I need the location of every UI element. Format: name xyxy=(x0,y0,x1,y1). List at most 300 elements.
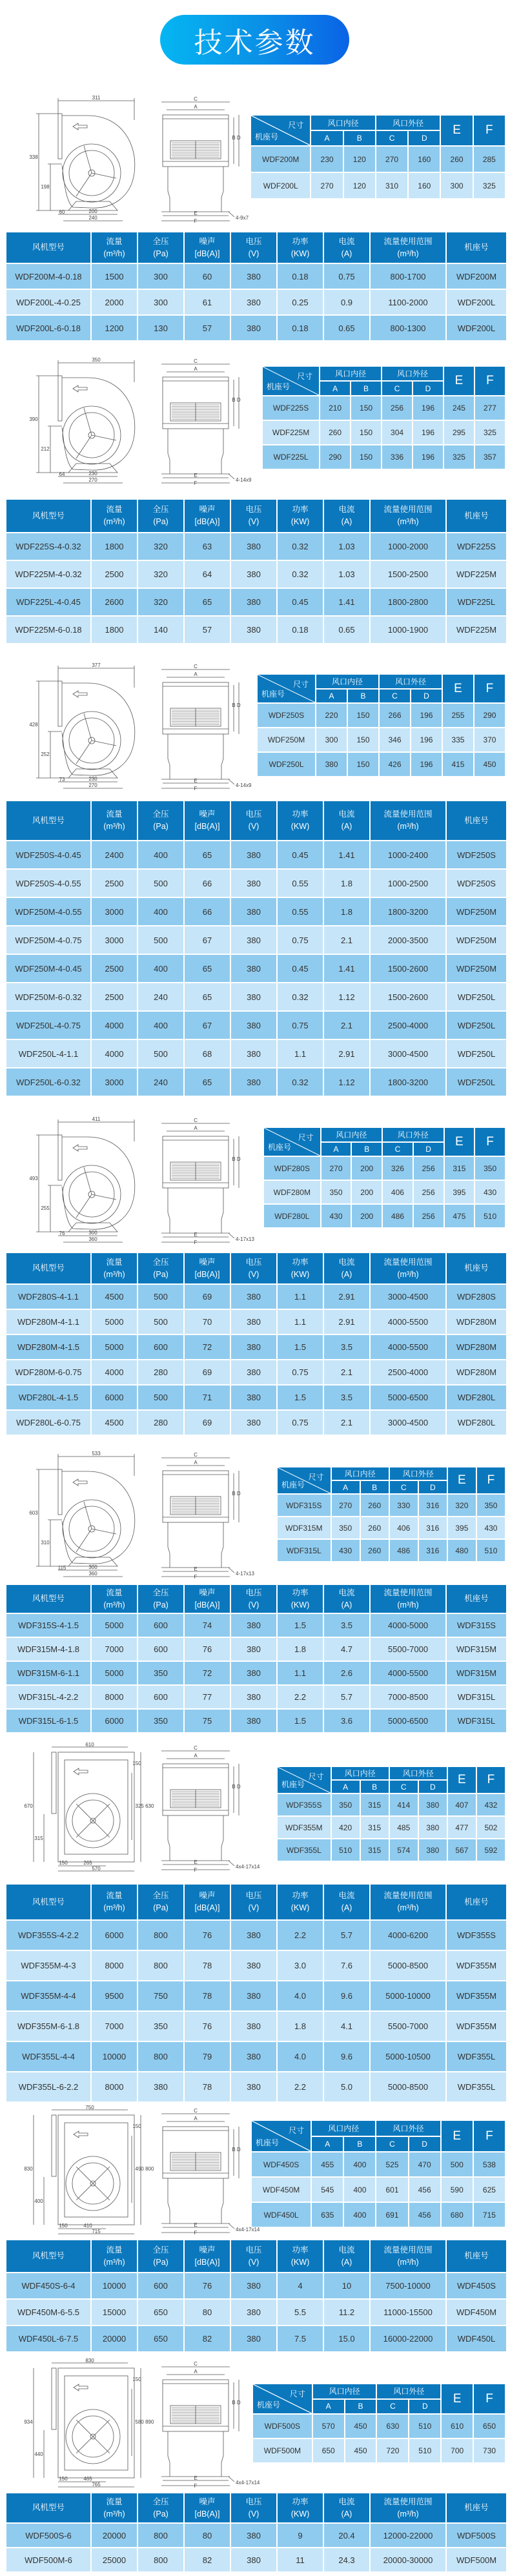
perf-column-header xyxy=(6,2493,90,2522)
header-unit: (m³/h) xyxy=(397,2509,419,2519)
perf-column-header xyxy=(138,232,183,263)
header-label: 电压 xyxy=(245,810,262,819)
fan-model-cell: WDF315S-4-1.5 xyxy=(6,1614,90,1637)
spec-cell: WDF200M xyxy=(447,264,506,289)
spec-cell: 600 xyxy=(138,1614,183,1637)
spec-cell: 2.2 xyxy=(278,2072,323,2101)
side-view xyxy=(161,2367,239,2486)
header-label: 全压 xyxy=(152,1588,169,1597)
fan-model-cell: WDF315M-4-1.8 xyxy=(6,1638,90,1661)
corner-header xyxy=(258,675,315,702)
dimension-cell: 430 xyxy=(477,1517,505,1538)
base-model-cell: WDF225M xyxy=(263,421,319,444)
spec-cell: 5000 xyxy=(92,1310,137,1334)
spec-cell: 5.7 xyxy=(324,1921,369,1950)
table-row xyxy=(6,264,506,289)
spec-cell: 380 xyxy=(231,1385,276,1409)
fan-model-cell: WDF250S-4-0.45 xyxy=(6,841,90,868)
dimension-label: 212 xyxy=(41,446,50,452)
header-label: 噪声 xyxy=(199,505,216,515)
spec-cell: 380 xyxy=(231,1921,276,1950)
dimension-cell: 316 xyxy=(419,1495,447,1516)
dimension-cell: 245 xyxy=(444,396,474,420)
spec-cell: 400 xyxy=(138,1012,183,1039)
table-row xyxy=(251,147,505,172)
perf-column-header xyxy=(92,1885,137,1919)
table-row xyxy=(6,1614,506,1637)
table-row xyxy=(278,1839,505,1861)
base-model-cell: WDF450M xyxy=(252,2178,311,2202)
front-view-box-housing xyxy=(34,2110,141,2234)
mounting-holes-label: 4x4-17x14 xyxy=(236,1864,260,1870)
spec-cell: 1.12 xyxy=(324,983,369,1010)
size-label: 尺寸 xyxy=(298,1133,314,1142)
dimension-cell: 310 xyxy=(376,173,407,198)
spec-cell: 2500 xyxy=(92,870,137,897)
header-label: 风机型号 xyxy=(32,1897,65,1906)
dimension-label: 338 xyxy=(29,154,38,160)
perf-column-header xyxy=(231,1253,276,1283)
dimension-cell: 316 xyxy=(419,1540,447,1561)
dimension-cell: 230 xyxy=(311,147,342,172)
spec-cell: 4.1 xyxy=(324,2012,369,2041)
table-row xyxy=(6,561,506,588)
perf-column-header xyxy=(92,2240,137,2272)
table-row xyxy=(6,290,506,314)
dimension-cell: 400 xyxy=(344,2178,375,2202)
spec-cell: 82 xyxy=(185,2548,230,2571)
spec-cell: WDF250M xyxy=(447,926,506,954)
header-unit: [dB(A)] xyxy=(194,1600,220,1610)
perf-column-header xyxy=(231,232,276,263)
header-unit: (KW) xyxy=(291,1269,310,1279)
col-d-header: D xyxy=(409,2137,440,2152)
header-unit: [dB(A)] xyxy=(194,822,220,831)
col-d-header: D xyxy=(419,1781,447,1793)
spec-cell: 500 xyxy=(138,1385,183,1409)
spec-cell: 2.91 xyxy=(324,1310,369,1334)
fan-dimension-drawing xyxy=(12,1742,260,1873)
dimension-label: 300 xyxy=(88,1230,97,1236)
inner-diameter-header: 风口内径 xyxy=(313,2384,376,2398)
spec-cell: WDF250L xyxy=(447,983,506,1010)
spec-cell: 380 xyxy=(231,841,276,868)
fan-dimension-drawing xyxy=(12,1450,257,1579)
fan-model-cell: WDF355M-4-4 xyxy=(6,1981,90,2010)
header-label: 噪声 xyxy=(199,2497,216,2506)
header-label: 电流 xyxy=(338,1588,355,1597)
spec-cell: 650 xyxy=(138,2300,183,2325)
perf-column-header xyxy=(185,2493,230,2522)
col-f-header: F xyxy=(475,1128,505,1156)
table-row xyxy=(6,1385,506,1409)
spec-cell: 380 xyxy=(231,1310,276,1334)
spec-cell: 68 xyxy=(185,1040,230,1067)
spec-cell: 800-1300 xyxy=(371,316,445,340)
header-label: 流量使用范围 xyxy=(383,1588,433,1597)
dimension-cell: 502 xyxy=(477,1817,505,1838)
dimension-cell: 295 xyxy=(444,421,474,444)
table-row xyxy=(6,2524,506,2547)
spec-cell: 600 xyxy=(138,1686,183,1708)
header-label: 电流 xyxy=(338,1257,355,1267)
header-label: 流量使用范围 xyxy=(383,1891,433,1901)
base-model-cell: WDF200L xyxy=(251,173,310,198)
header-label: 风机型号 xyxy=(32,1594,65,1604)
spec-cell: 380 xyxy=(231,2072,276,2101)
base-label: 机座号 xyxy=(268,1143,292,1152)
header-unit: (A) xyxy=(341,517,352,526)
header-unit: (Pa) xyxy=(153,249,168,258)
spec-cell: 300 xyxy=(138,264,183,289)
table-row xyxy=(6,2273,506,2298)
table-row xyxy=(6,1335,506,1359)
dimension-cell: 304 xyxy=(382,421,412,444)
spec-cell: 380 xyxy=(231,533,276,560)
table-row xyxy=(263,421,505,444)
dimension-table xyxy=(263,1127,506,1229)
dimension-cell: 380 xyxy=(419,1794,447,1815)
header-unit: (KW) xyxy=(291,2509,310,2519)
dimension-label: 360 xyxy=(88,1236,97,1242)
dimension-cell: 590 xyxy=(442,2178,473,2202)
performance-table xyxy=(5,1252,507,1436)
dimension-cell: 266 xyxy=(380,704,410,727)
spec-cell: 380 xyxy=(231,955,276,982)
front-view-scroll-housing xyxy=(36,1454,135,1577)
dimension-label: B D xyxy=(232,2400,241,2406)
dimension-cell: 260 xyxy=(361,1495,389,1516)
dimension-label: 310 xyxy=(41,1540,50,1546)
dimension-label: B D xyxy=(232,1784,241,1790)
spec-cell: 64 xyxy=(185,561,230,588)
spec-cell: 1000-2400 xyxy=(371,841,445,868)
spec-cell: 15000 xyxy=(92,2300,137,2325)
header-unit: (A) xyxy=(341,2509,352,2519)
dimension-cell: 120 xyxy=(344,147,375,172)
header-label: 噪声 xyxy=(199,2245,216,2254)
spec-cell: 3.6 xyxy=(324,1710,369,1732)
header-label: 风机型号 xyxy=(32,2251,65,2261)
spec-cell: WDF250M xyxy=(447,955,506,982)
spec-cell: 15.0 xyxy=(324,2326,369,2351)
spec-cell: 11.2 xyxy=(324,2300,369,2325)
perf-column-header xyxy=(231,801,276,840)
dimension-cell: 400 xyxy=(344,2203,375,2227)
header-unit: (Pa) xyxy=(153,1600,168,1610)
base-model-cell: WDF450L xyxy=(252,2203,311,2227)
table-row xyxy=(6,617,506,643)
dimension-cell: 350 xyxy=(477,1495,505,1516)
col-a-header: A xyxy=(320,382,350,395)
spec-cell: WDF280L xyxy=(447,1411,506,1435)
dimension-cell: 691 xyxy=(376,2203,407,2227)
perf-column-header xyxy=(324,2493,369,2522)
performance-table xyxy=(5,231,507,342)
header-label: 机座号 xyxy=(464,1594,489,1604)
performance-table xyxy=(5,800,507,1097)
col-e-header: E xyxy=(448,1467,476,1493)
perf-column-header xyxy=(92,1585,137,1613)
header-label: 流量 xyxy=(106,1588,123,1597)
spec-cell: 0.25 xyxy=(278,290,323,314)
header-label: 功率 xyxy=(292,1891,309,1901)
col-b-header: B xyxy=(344,2137,375,2152)
dimension-cell: 432 xyxy=(477,1794,505,1815)
spec-cell: 77 xyxy=(185,1686,230,1708)
header-unit: (V) xyxy=(248,1903,260,1912)
dimension-cell: 510 xyxy=(409,2439,440,2462)
perf-column-header xyxy=(371,2493,445,2522)
front-view-scroll-housing xyxy=(36,666,135,788)
spec-cell: 20000-30000 xyxy=(371,2548,445,2571)
header-label: 噪声 xyxy=(199,236,216,246)
spec-cell: 74 xyxy=(185,1614,230,1637)
size-label: 尺寸 xyxy=(308,1772,324,1781)
spec-cell: 2.1 xyxy=(324,926,369,954)
spec-cell: 380 xyxy=(231,1981,276,2010)
spec-cell: 1000-2500 xyxy=(371,870,445,897)
fan-dimension-drawing xyxy=(12,356,257,486)
perf-column-header xyxy=(278,1585,323,1613)
table-row xyxy=(6,955,506,982)
spec-cell: 380 xyxy=(231,290,276,314)
dimension-cell: 430 xyxy=(321,1205,351,1227)
size-label: 尺寸 xyxy=(308,1473,324,1482)
dimension-label: 150 xyxy=(132,1761,141,1766)
header-unit: (m³/h) xyxy=(397,249,419,258)
table-row xyxy=(278,1794,505,1815)
spec-cell: 5000 xyxy=(92,1662,137,1684)
spec-cell: WDF355S xyxy=(447,1921,506,1950)
dimension-cell: 256 xyxy=(414,1157,444,1180)
dimension-cell: 357 xyxy=(475,445,505,469)
spec-cell: WDF355L xyxy=(447,2072,506,2101)
header-unit: (m³/h) xyxy=(103,249,125,258)
inner-diameter-header: 风口内径 xyxy=(311,116,375,130)
spec-cell: 380 xyxy=(231,2042,276,2071)
corner-header xyxy=(252,2121,311,2151)
dimension-cell: 574 xyxy=(390,1839,418,1861)
spec-cell: 5000-6500 xyxy=(371,1710,445,1732)
outer-diameter-header: 风口外径 xyxy=(376,116,440,130)
header-unit: (m³/h) xyxy=(103,822,125,831)
header-unit: [dB(A)] xyxy=(194,517,220,526)
perf-column-header xyxy=(231,1585,276,1613)
dimension-cell: 380 xyxy=(419,1817,447,1838)
spec-cell: 380 xyxy=(231,1638,276,1661)
table-row xyxy=(6,926,506,954)
dimension-cell: 450 xyxy=(474,753,505,776)
spec-cell: 69 xyxy=(185,1360,230,1384)
front-view-box-housing xyxy=(34,2363,141,2487)
dimension-cell: 450 xyxy=(345,2415,376,2438)
table-row xyxy=(278,1517,505,1538)
dimension-cell: 326 xyxy=(383,1157,413,1180)
spec-cell: 750 xyxy=(138,1981,183,2010)
dimension-label: 411 xyxy=(92,1116,101,1122)
dimension-label: 73 xyxy=(59,777,65,782)
spec-cell: WDF280M xyxy=(447,1335,506,1359)
dimension-label: 830 xyxy=(85,2358,94,2364)
perf-column-header xyxy=(138,1585,183,1613)
header-unit: (V) xyxy=(248,822,260,831)
dimension-label: 400 xyxy=(34,2198,43,2204)
dimension-cell: 715 xyxy=(474,2203,505,2227)
spec-cell: 0.18 xyxy=(278,617,323,643)
spec-cell: WDF200L xyxy=(447,316,506,340)
side-view xyxy=(161,1458,239,1577)
header-label: 流量 xyxy=(106,1257,123,1267)
dimension-cell: 150 xyxy=(351,445,381,469)
side-view xyxy=(161,364,239,483)
spec-cell: 4500 xyxy=(92,1411,137,1435)
header-label: 风机型号 xyxy=(32,511,65,520)
spec-cell: 400 xyxy=(138,955,183,982)
fan-model-cell: WDF355M-6-1.8 xyxy=(6,2012,90,2041)
spec-cell: 350 xyxy=(138,2012,183,2041)
header-label: 电压 xyxy=(245,236,262,246)
spec-cell: WDF225M xyxy=(447,617,506,643)
spec-cell: 380 xyxy=(231,2012,276,2041)
spec-cell: 66 xyxy=(185,870,230,897)
spec-cell: 6000 xyxy=(92,1921,137,1950)
dimension-cell: 196 xyxy=(413,396,443,420)
spec-cell: 20000 xyxy=(92,2524,137,2547)
spec-cell: 380 xyxy=(231,316,276,340)
col-d-header: D xyxy=(409,2400,440,2414)
header-unit: (m³/h) xyxy=(397,517,419,526)
base-label: 机座号 xyxy=(281,1780,305,1789)
dimension-cell: 486 xyxy=(390,1540,418,1561)
dimension-label: 580 890 xyxy=(135,2419,154,2425)
dimension-label: 350 xyxy=(92,357,101,363)
dimension-cell: 545 xyxy=(312,2178,343,2202)
header-label: 机座号 xyxy=(464,815,489,825)
dimension-cell: 420 xyxy=(332,1817,360,1838)
spec-cell: 8000 xyxy=(92,1951,137,1980)
dimension-label: A xyxy=(194,671,198,677)
dimension-label: 240 xyxy=(88,215,97,221)
spec-cell: 20.4 xyxy=(324,2524,369,2547)
spec-cell: 240 xyxy=(138,983,183,1010)
spec-cell: 1.8 xyxy=(278,1638,323,1661)
fan-model-cell: WDF280S-4-1.1 xyxy=(6,1285,90,1309)
spec-cell: 6000 xyxy=(92,1710,137,1732)
dimension-table xyxy=(261,365,506,470)
header-unit: (A) xyxy=(341,1903,352,1912)
table-row xyxy=(6,1710,506,1732)
spec-cell: 1100-2000 xyxy=(371,290,445,314)
header-label: 电流 xyxy=(338,2497,355,2506)
header-label: 机座号 xyxy=(464,2503,489,2513)
dimension-cell: 300 xyxy=(316,728,347,751)
col-c-header: C xyxy=(383,1143,413,1156)
table-row xyxy=(264,1157,505,1180)
dimension-cell: 486 xyxy=(383,1205,413,1227)
spec-cell: 1.5 xyxy=(278,1614,323,1637)
dimension-cell: 200 xyxy=(352,1157,382,1180)
dimension-cell: 150 xyxy=(348,753,378,776)
dimension-label: E xyxy=(194,1859,198,1865)
col-a-header: A xyxy=(321,1143,351,1156)
mounting-holes-label: 4-14x9 xyxy=(236,477,252,483)
spec-cell: 20000 xyxy=(92,2326,137,2351)
dimension-cell: 415 xyxy=(443,753,473,776)
perf-column-header xyxy=(92,232,137,263)
size-label: 尺寸 xyxy=(297,372,313,381)
spec-cell: WDF250L xyxy=(447,1068,506,1096)
dimension-cell: 256 xyxy=(382,396,412,420)
spec-cell: 5000-8500 xyxy=(371,1951,445,1980)
perf-column-header xyxy=(278,500,323,532)
spec-cell: 9500 xyxy=(92,1981,137,2010)
perf-column-header xyxy=(6,1253,90,1283)
spec-cell: 380 xyxy=(231,2524,276,2547)
dimension-label: E xyxy=(194,1566,198,1572)
dimension-label: E xyxy=(194,473,198,478)
base-label: 机座号 xyxy=(267,382,291,391)
col-b-header: B xyxy=(361,1481,389,1493)
fan-model-cell: WDF225L-4-0.45 xyxy=(6,589,90,615)
dimension-cell: 470 xyxy=(409,2152,440,2176)
spec-cell: 65 xyxy=(185,1068,230,1096)
side-view xyxy=(161,2114,239,2233)
table-row xyxy=(6,870,506,897)
header-label: 流量使用范围 xyxy=(383,810,433,819)
col-f-header: F xyxy=(474,2121,505,2151)
spec-cell: 0.45 xyxy=(278,955,323,982)
spec-cell: 5000-10500 xyxy=(371,2042,445,2071)
fan-model-cell: WDF500S-6 xyxy=(6,2524,90,2547)
spec-cell: 4000-5000 xyxy=(371,1614,445,1637)
spec-cell: 1800-3200 xyxy=(371,1068,445,1096)
table-row xyxy=(6,1068,506,1096)
header-label: 噪声 xyxy=(199,1588,216,1597)
header-label: 流量使用范围 xyxy=(383,2497,433,2506)
dimension-label: 265 xyxy=(83,1860,92,1866)
perf-column-header xyxy=(231,1885,276,1919)
dimension-cell: 260 xyxy=(441,147,472,172)
header-label: 流量使用范围 xyxy=(383,2245,433,2254)
col-e-header: E xyxy=(442,2121,473,2151)
spec-cell: WDF500M xyxy=(447,2548,506,2571)
spec-cell: 2500 xyxy=(92,983,137,1010)
spec-cell: WDF450L xyxy=(447,2326,506,2351)
col-b-header: B xyxy=(351,382,381,395)
dimension-cell: 315 xyxy=(361,1839,389,1861)
table-row xyxy=(258,704,505,727)
spec-cell: 5000-6500 xyxy=(371,1385,445,1409)
spec-cell: WDF315L xyxy=(447,1710,506,1732)
dimension-cell: 450 xyxy=(345,2439,376,2462)
base-label: 机座号 xyxy=(281,1480,305,1489)
perf-column-header xyxy=(92,500,137,532)
header-unit: [dB(A)] xyxy=(194,2257,220,2267)
spec-cell: 380 xyxy=(231,926,276,954)
spec-cell: 1.41 xyxy=(324,589,369,615)
dimension-label: E xyxy=(194,2222,198,2228)
dimension-cell: 325 xyxy=(474,173,505,198)
spec-cell: 5500-7000 xyxy=(371,2012,445,2041)
spec-cell: 0.18 xyxy=(278,264,323,289)
fan-model-cell: WDF225M-4-0.32 xyxy=(6,561,90,588)
spec-cell: 75 xyxy=(185,1710,230,1732)
outer-diameter-header: 风口外径 xyxy=(383,1128,443,1141)
header-label: 风机型号 xyxy=(32,1263,65,1273)
dimension-cell: 380 xyxy=(419,1839,447,1861)
perf-column-header xyxy=(278,2493,323,2522)
